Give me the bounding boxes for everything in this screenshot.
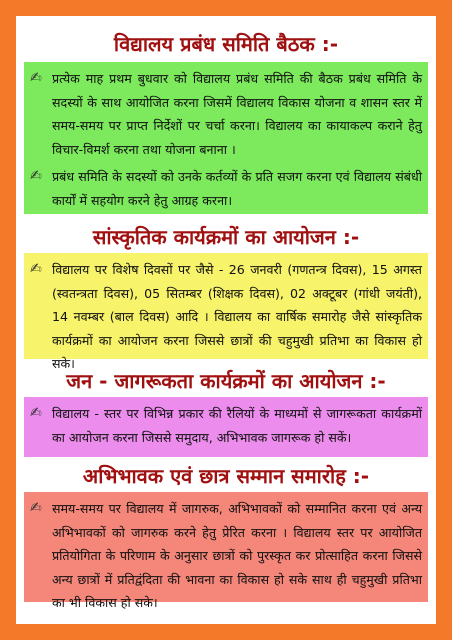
item-text: विद्यालय पर विशेष दिवसों पर जैसे - 26 जनवरी (गणतन्त्र दिवस), 15 अगस्त (स्वतन्त्रता दिवस), 05 सितम्बर (शिक्षक दिवस), 02 अक्टूबर (गांधी जयंती), 14 नवम्बर (बाल दिवस) आदि । विद्यालय का वार्षिक समारोह जैसे सांस्कृतिक कार्यक्रमों का आयोजन करना जिससे छात्रों की चहुमुखी प्रतिभा का विकास हो सके। bbox=[52, 262, 422, 371]
section-box-committee-meeting bbox=[24, 62, 428, 214]
section-title-committee-meeting: विद्यालय प्रबंध समिति बैठक :- bbox=[113, 32, 339, 56]
section-box-honor-ceremony bbox=[24, 492, 428, 610]
writing-hand-icon: ✍ bbox=[30, 405, 42, 421]
writing-hand-icon: ✍ bbox=[30, 500, 42, 516]
item-text: विद्यालय - स्तर पर विभिन्न प्रकार की रैलियों के माध्यमों से जागरूकता कार्यक्रमों का आयोजन करना जिससे समुदाय, अभिभावक जागरूक हो सकें। bbox=[52, 406, 422, 445]
item-text: समय-समय पर विद्यालय में जागरुक, अभिभावकों को सम्मानित करना एवं अन्य अभिभावकों को जागरुक करने हेतु प्रेरित करना । विद्यालय स्तर पर आयोजित प्रतियोगिता के परिणाम के अनुसार छात्रों को पुरस्कृत कर प्रोत्साहित करना जिससे अन्य छात्रों में प्रतिद्वंदिता की भावना का विकास हो सके साथ ही चहुमुखी प्रतिभा का भी विकास हो सके। bbox=[52, 501, 422, 610]
list-item bbox=[30, 67, 422, 161]
section-title-awareness-programs: जन - जागरूकता कार्यक्रमों का आयोजन :- bbox=[66, 369, 386, 393]
list-item bbox=[30, 258, 422, 376]
section-box-cultural-programs bbox=[24, 253, 428, 371]
list-item bbox=[30, 497, 422, 615]
writing-hand-icon: ✍ bbox=[30, 70, 42, 86]
section-title-honor-ceremony: अभिभावक एवं छात्र सम्मान समारोह :- bbox=[82, 464, 370, 488]
writing-hand-icon: ✍ bbox=[30, 168, 42, 184]
section-box-awareness-programs bbox=[24, 397, 428, 457]
item-text: प्रत्येक माह प्रथम बुधवार को विद्यालय प्रबंध समिति की बैठक प्रबंध समिति के सदस्यों के साथ आयोजित करना जिसमें विद्यालय विकास योजना व शासन स्तर में समय-समय पर प्राप्त निर्देशों पर चर्चा करना। विद्यालय का कायाकल्प कराने हेतु विचार-विमर्श करना तथा योजना बनाना । bbox=[52, 71, 422, 157]
section-title-cultural-programs: सांस्कृतिक कार्यक्रमों का आयोजन :- bbox=[92, 225, 360, 249]
writing-hand-icon: ✍ bbox=[30, 261, 42, 277]
item-text: प्रबंध समिति के सदस्यों को उनके कर्तव्यों के प्रति सजग करना एवं विद्यालय संबंधी कार्यों में सहयोग करने हेतु आग्रह करना। bbox=[52, 169, 422, 208]
list-item bbox=[30, 165, 422, 212]
list-item bbox=[30, 402, 422, 449]
